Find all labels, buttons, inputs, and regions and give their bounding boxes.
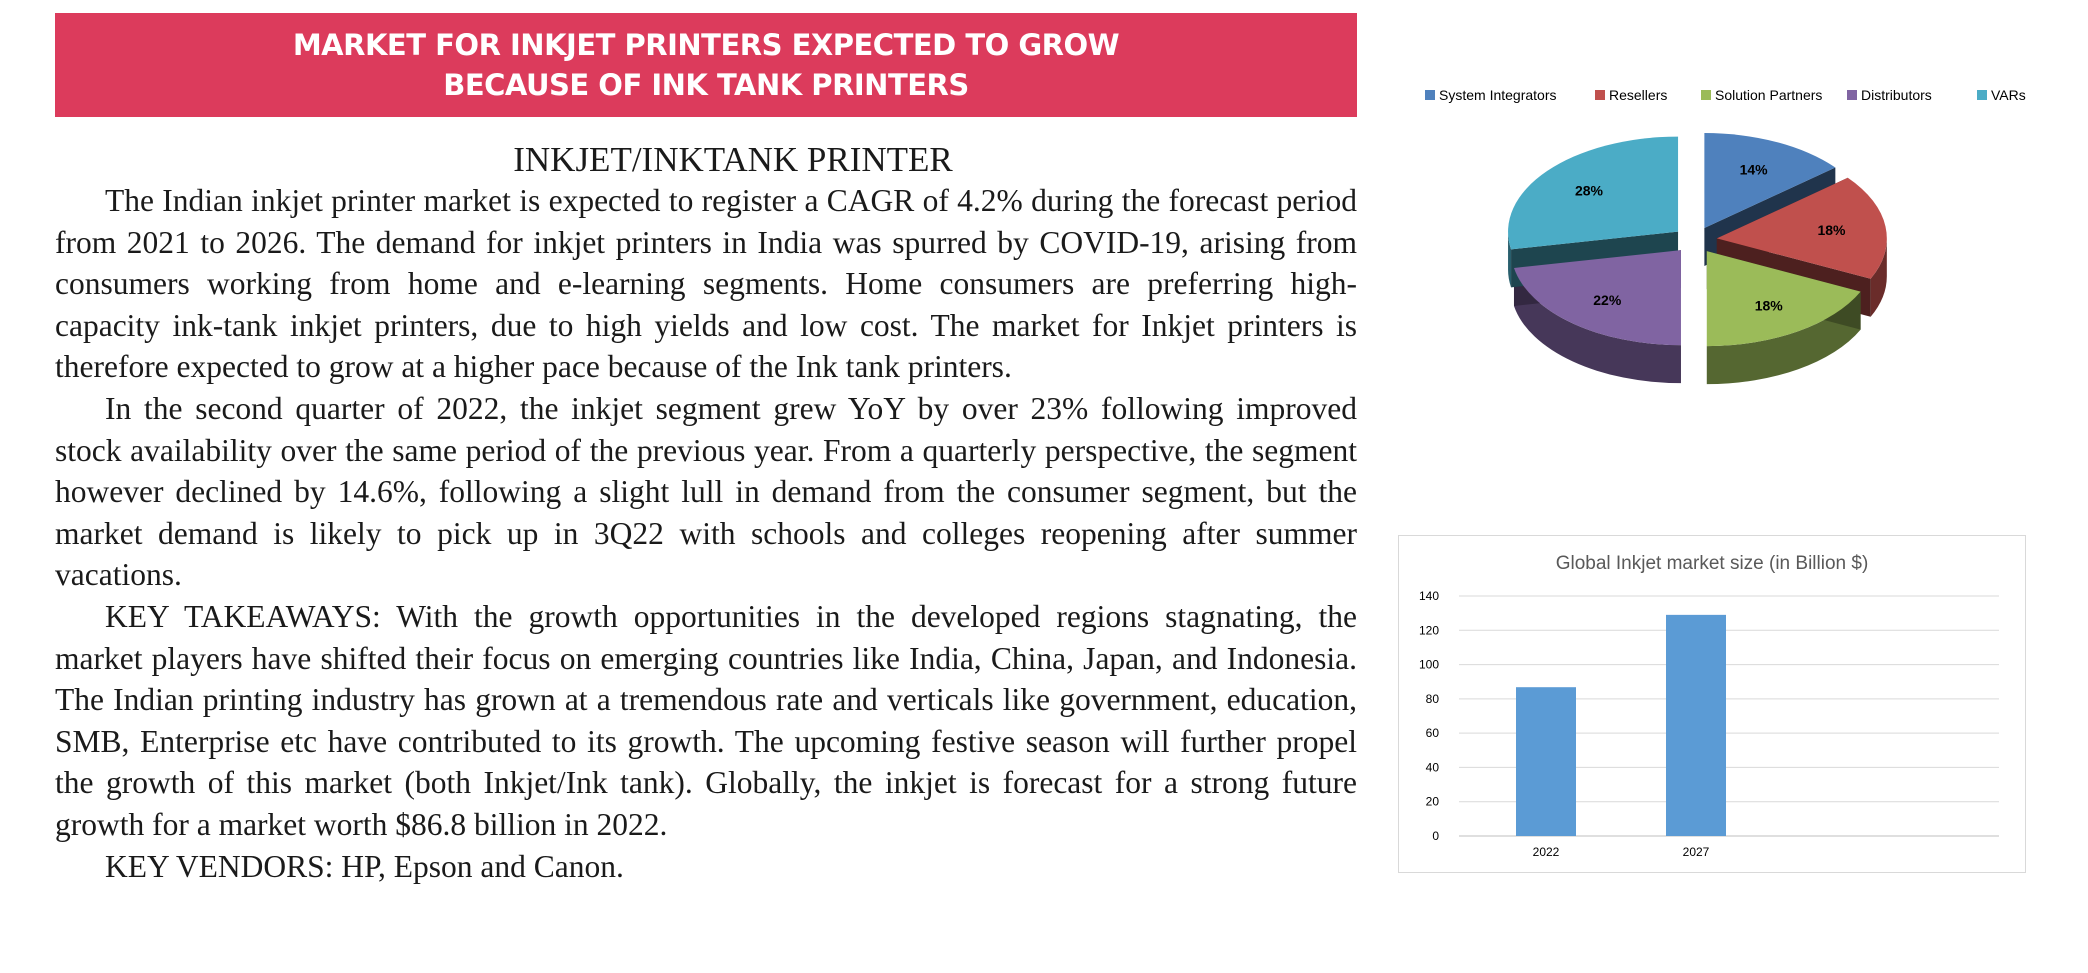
pie-legend-swatch	[1425, 90, 1435, 100]
bar-chart	[1399, 536, 2025, 872]
bar-y-tick-label: 0	[1432, 829, 1439, 843]
pie-legend-label: Distributors	[1861, 87, 1932, 103]
headline-line-1: MARKET FOR INKJET PRINTERS EXPECTED TO GROW	[292, 28, 1120, 62]
pie-legend-label: Solution Partners	[1715, 87, 1823, 103]
bar-x-tick-label: 2027	[1682, 845, 1710, 859]
bar-y-tick-label: 80	[1425, 691, 1439, 706]
bar-y-tick-label: 140	[1418, 589, 1439, 603]
bar-y-tick-label: 40	[1425, 760, 1439, 775]
bar	[1516, 687, 1576, 836]
bar-y-tick-label: 20	[1425, 794, 1439, 809]
bar-y-ticks	[1419, 589, 1439, 843]
pie-data-label: 18%	[1817, 222, 1846, 239]
pie-legend-swatch	[1701, 90, 1711, 100]
bar-y-tick-label: 60	[1425, 726, 1439, 741]
bar-chart-panel	[1398, 535, 2026, 873]
headline-line-2: BECAUSE OF INK TANK PRINTERS	[443, 68, 969, 102]
pie-data-label: 28%	[1574, 182, 1603, 199]
article-paragraph-4: KEY VENDORS: HP, Epson and Canon.	[105, 848, 624, 884]
pie-legend-label: Resellers	[1609, 87, 1668, 103]
pie-legend	[1425, 87, 2026, 103]
bar-y-tick-label: 100	[1418, 657, 1439, 672]
bar-x-tick-label: 2022	[1532, 845, 1560, 859]
pie-data-label: 14%	[1739, 161, 1768, 178]
article-paragraph-1: The Indian inkjet printer market is expected to register a CAGR of 4.2% during the forecast period from 2021 to 2026. The demand for inkjet printers in India was spurred by COVID-19, arising from consumers working from home and e-learning segments. Home consumers are preferring high-capacity ink-tank inkjet printers, due to high yields and low cost. The market for Inkjet printers is therefore expected to grow at a higher pace because of the Ink tank printers.	[55, 183, 1357, 385]
bar-y-tick-label: 120	[1418, 623, 1439, 638]
pie-legend-swatch	[1847, 90, 1857, 100]
bar-series	[1516, 615, 1726, 836]
pie-legend-label: System Integrators	[1439, 87, 1557, 103]
bar-chart-title: Global Inkjet market size (in Billion $)	[1555, 553, 1869, 574]
headline-banner	[55, 13, 1357, 117]
pie-data-label: 22%	[1593, 291, 1622, 308]
article-body	[55, 180, 1357, 887]
pie-chart	[1395, 70, 2045, 410]
bar-x-ticks	[1533, 845, 1710, 859]
article-paragraph-2: In the second quarter of 2022, the inkjet segment grew YoY by over 23% following improved stock availability over the same period of the previous year. From a quarterly perspective, the segment however declined by 14.6%, following a slight lull in demand from the consumer segment, but the market demand is likely to pick up in 3Q22 with schools and colleges reopening after summer vacations.	[55, 390, 1357, 593]
pie-data-label: 18%	[1754, 297, 1783, 314]
article-title: INKJET/INKTANK PRINTER	[513, 140, 953, 179]
bar	[1666, 615, 1726, 836]
pie-legend-swatch	[1977, 90, 1987, 100]
article-paragraph-3: KEY TAKEAWAYS: With the growth opportunities in the developed regions stagnating, the market players have shifted their focus on emerging countries like India, China, Japan, and Indonesia. The Indian printing industry has grown at a tremendous rate and verticals like government, education, SMB, Enterprise etc have contributed to its growth. The upcoming festive season will further propel the growth of this market (both Inkjet/Ink tank). Globally, the inkjet is forecast for a strong future growth for a market worth $86.8 billion in 2022.	[55, 598, 1357, 842]
pie-legend-label: VARs	[1991, 87, 2026, 103]
pie-legend-swatch	[1595, 90, 1605, 100]
